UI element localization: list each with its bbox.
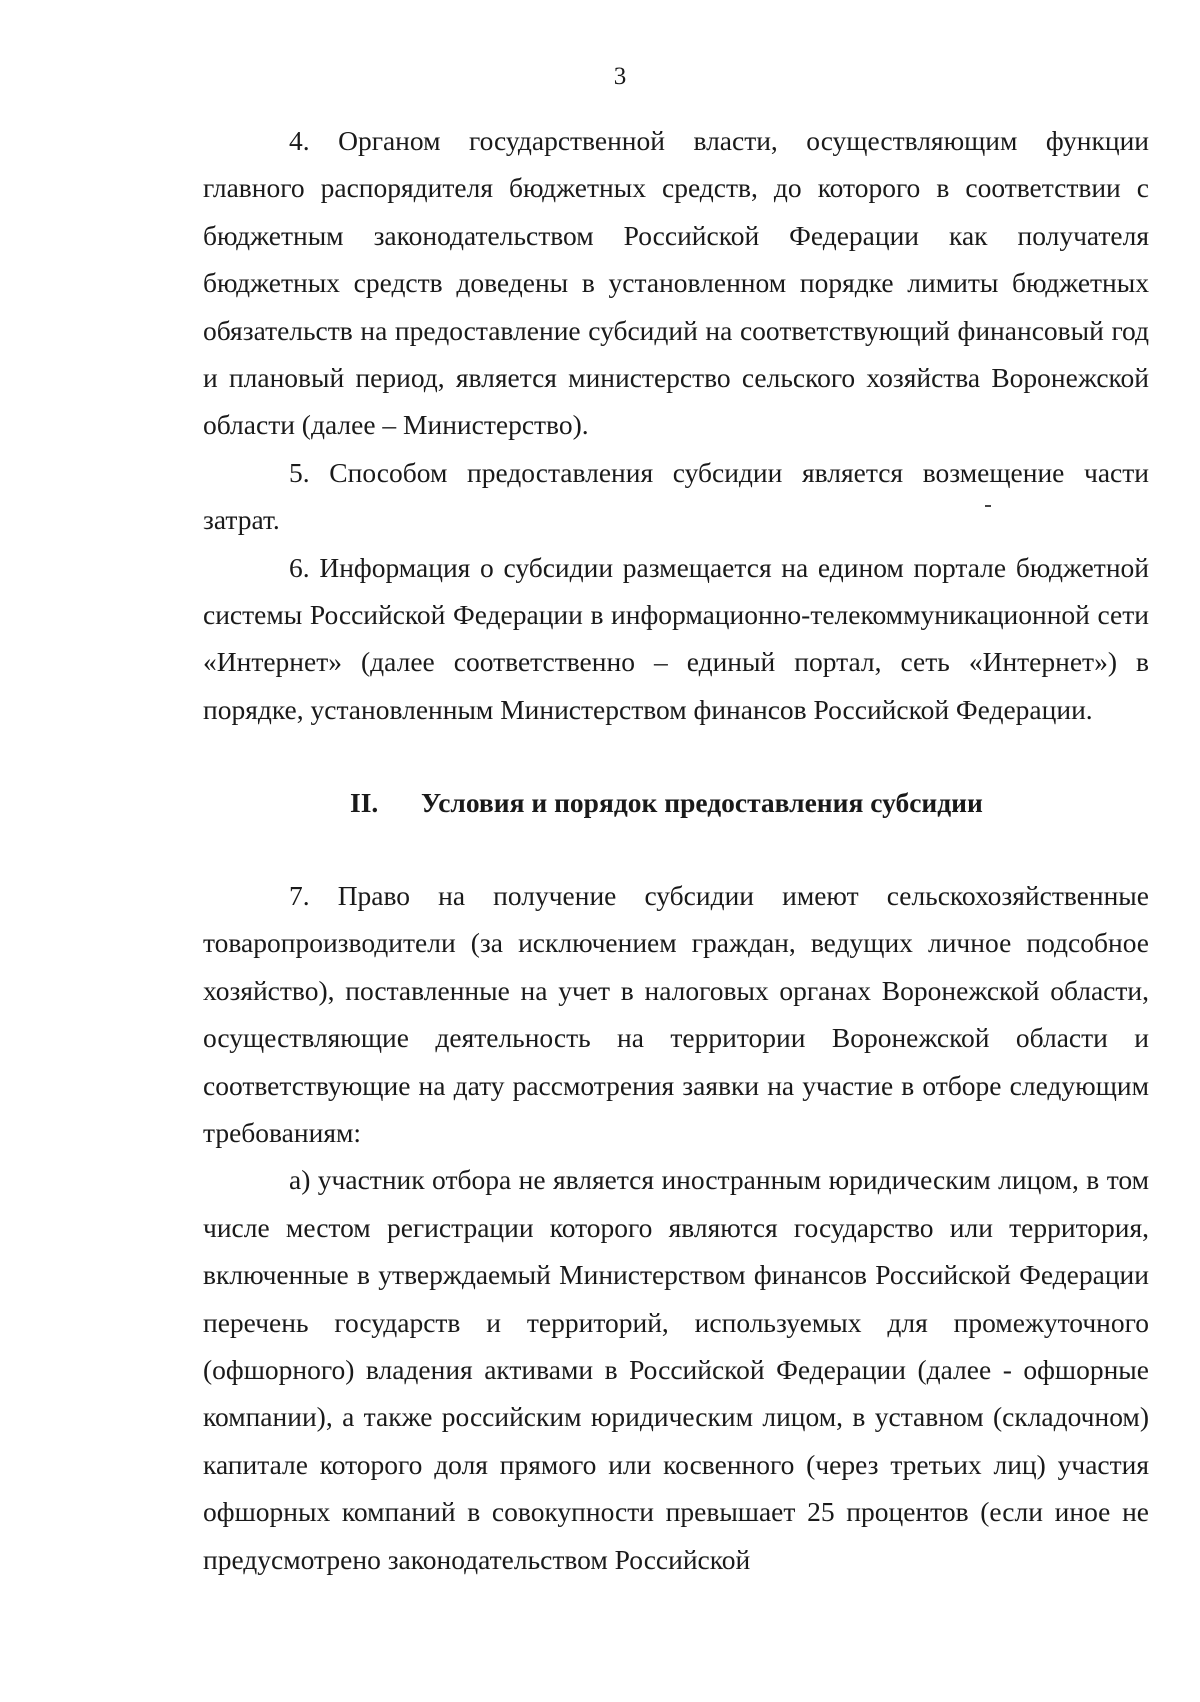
paragraph-7: 7. Право на получение субсидии имеют сельскохозяйственные товаропроизводители (за исключением граждан, ведущих личное подсобное хозяйство), поставленные на учет в налоговых органах Воронежской области, осуществляющие деятельность на территории Воронежской области и соответствующие на дату рассмотрения заявки на участие в отборе следующим требованиям: — [203, 880, 1149, 1149]
paragraph-5: 5. Способом предоставления субсидии является возмещение части затрат. — [203, 456, 1149, 536]
paragraph-4: 4. Органом государственной власти, осуществляющим функции главного распорядителя бюджетных средств, до которого в соответствии с бюджетным законодательством Российской Федерации как получателя бюджетных средств доведены в установленном порядке лимиты бюджетных обязательств на предоставление субсидий на соответствующий финансовый год и плановый период, является министерство сельского хозяйства Воронежской области (далее – Министерство). — [203, 125, 1149, 441]
scan-speck — [985, 505, 991, 507]
paragraph-a: а) участник отбора не является иностранным юридическим лицом, в том числе местом регистрации которого являются государство или территория, включенные в утверждаемый Министерством финансов Российской Федерации перечень государств и территорий, используемых для промежуточного (офшорного) владения активами в Российской Федерации (далее - офшорные компании), а также российским юридическим лицом, в уставном (складочном) капитале которого доля прямого или косвенного (через третьих лиц) участия офшорных компаний в совокупности превышает 25 процентов (если иное не предусмотрено законодательством Российской — [203, 1164, 1149, 1575]
section-number: II. — [350, 787, 379, 818]
page-number: 3 — [613, 63, 627, 90]
bottom-paragraphs — [203, 872, 1149, 1583]
top-paragraphs — [203, 117, 1149, 733]
paragraph-6: 6. Информация о субсидии размещается на едином портале бюджетной системы Российской Федерации в информационно-телекоммуникационной сети «Интернет» (далее соответственно – единый портал, сеть «Интернет») в порядке, установленным Министерством финансов Российской Федерации. — [203, 551, 1149, 725]
section-title: Условия и порядок предоставления субсидии — [421, 787, 983, 818]
